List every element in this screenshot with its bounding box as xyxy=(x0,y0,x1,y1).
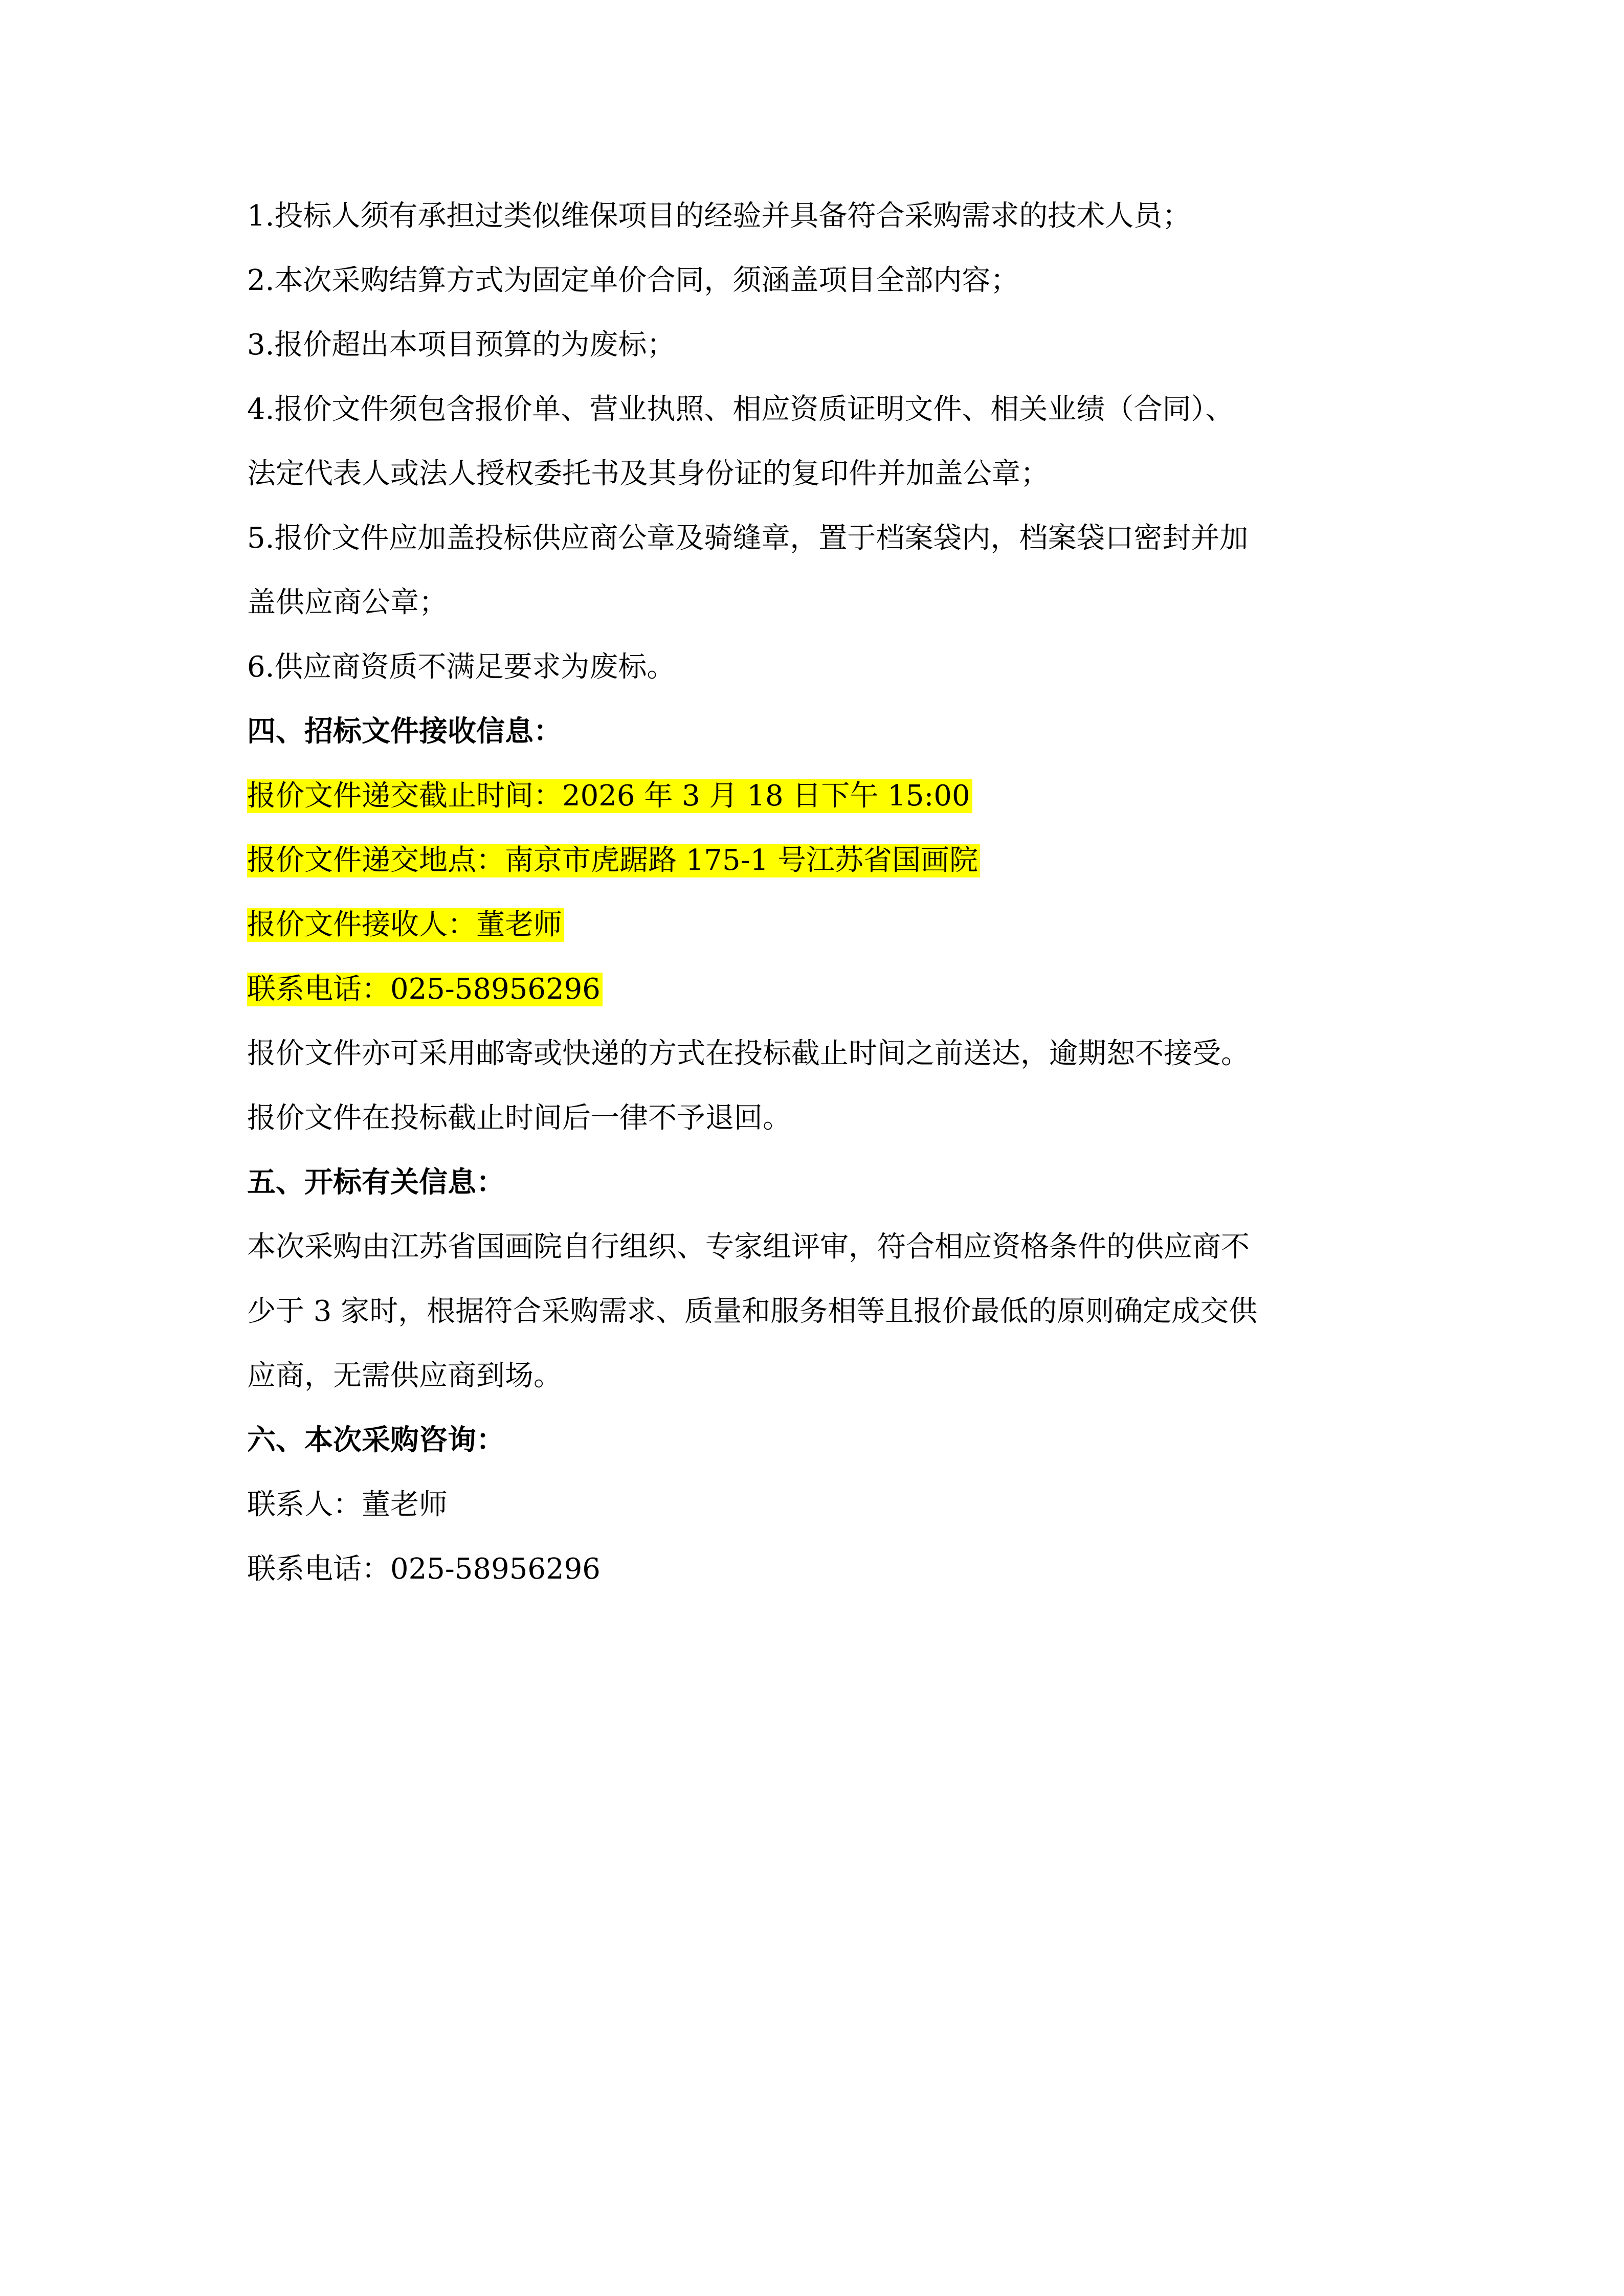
receiver-line xyxy=(247,908,1398,942)
requirement-line-5-cont: 盖供应商公章； xyxy=(247,586,448,619)
requirement-line-4-cont: 法定代表人或法人授权委托书及其身份证的复印件并加盖公章； xyxy=(247,457,1049,490)
receiver-highlight: 报价文件接收人：董老师 xyxy=(247,908,564,942)
phone-highlight: 联系电话：025-58956296 xyxy=(247,973,603,1006)
requirement-line-2: 2.本次采购结算方式为固定单价合同，须涵盖项目全部内容； xyxy=(247,264,1019,297)
return-note: 报价文件在投标截止时间后一律不予退回。 xyxy=(247,1101,791,1135)
location-line xyxy=(247,844,1398,877)
requirement-line-6: 6.供应商资质不满足要求为废标。 xyxy=(247,650,676,684)
phone-line-highlighted xyxy=(247,973,1398,1006)
requirement-line-5: 5.报价文件应加盖投标供应商公章及骑缝章，置于档案袋内，档案袋口密封并加 xyxy=(247,522,1249,555)
deadline-highlight: 报价文件递交截止时间：2026 年 3 月 18 日下午 15:00 xyxy=(247,779,972,813)
document-page xyxy=(247,199,1398,1617)
section-4-heading: 四、招标文件接收信息： xyxy=(247,715,562,748)
opening-line-1: 本次采购由江苏省国画院自行组织、专家组评审，符合相应资格条件的供应商不 xyxy=(247,1230,1250,1264)
requirement-line-3: 3.报价超出本项目预算的为废标； xyxy=(247,328,676,362)
opening-line-2: 少于 3 家时，根据符合采购需求、质量和服务相等且报价最低的原则确定成交供 xyxy=(247,1295,1258,1328)
opening-line-3: 应商，无需供应商到场。 xyxy=(247,1359,562,1392)
section-6-heading: 六、本次采购咨询： xyxy=(247,1424,505,1457)
section-5-heading: 五、开标有关信息： xyxy=(247,1166,505,1199)
requirement-line-4: 4.报价文件须包含报价单、营业执照、相应资质证明文件、相关业绩（合同）、 xyxy=(247,393,1234,426)
delivery-note: 报价文件亦可采用邮寄或快递的方式在投标截止时间之前送达，逾期恕不接受。 xyxy=(247,1037,1250,1070)
contact-person: 联系人：董老师 xyxy=(247,1488,448,1521)
contact-phone: 联系电话：025-58956296 xyxy=(247,1552,600,1586)
location-highlight: 报价文件递交地点：南京市虎踞路 175-1 号江苏省国画院 xyxy=(247,844,980,877)
requirement-line-1: 1.投标人须有承担过类似维保项目的经验并具备符合采购需求的技术人员； xyxy=(247,199,1191,233)
deadline-line xyxy=(247,779,1398,813)
